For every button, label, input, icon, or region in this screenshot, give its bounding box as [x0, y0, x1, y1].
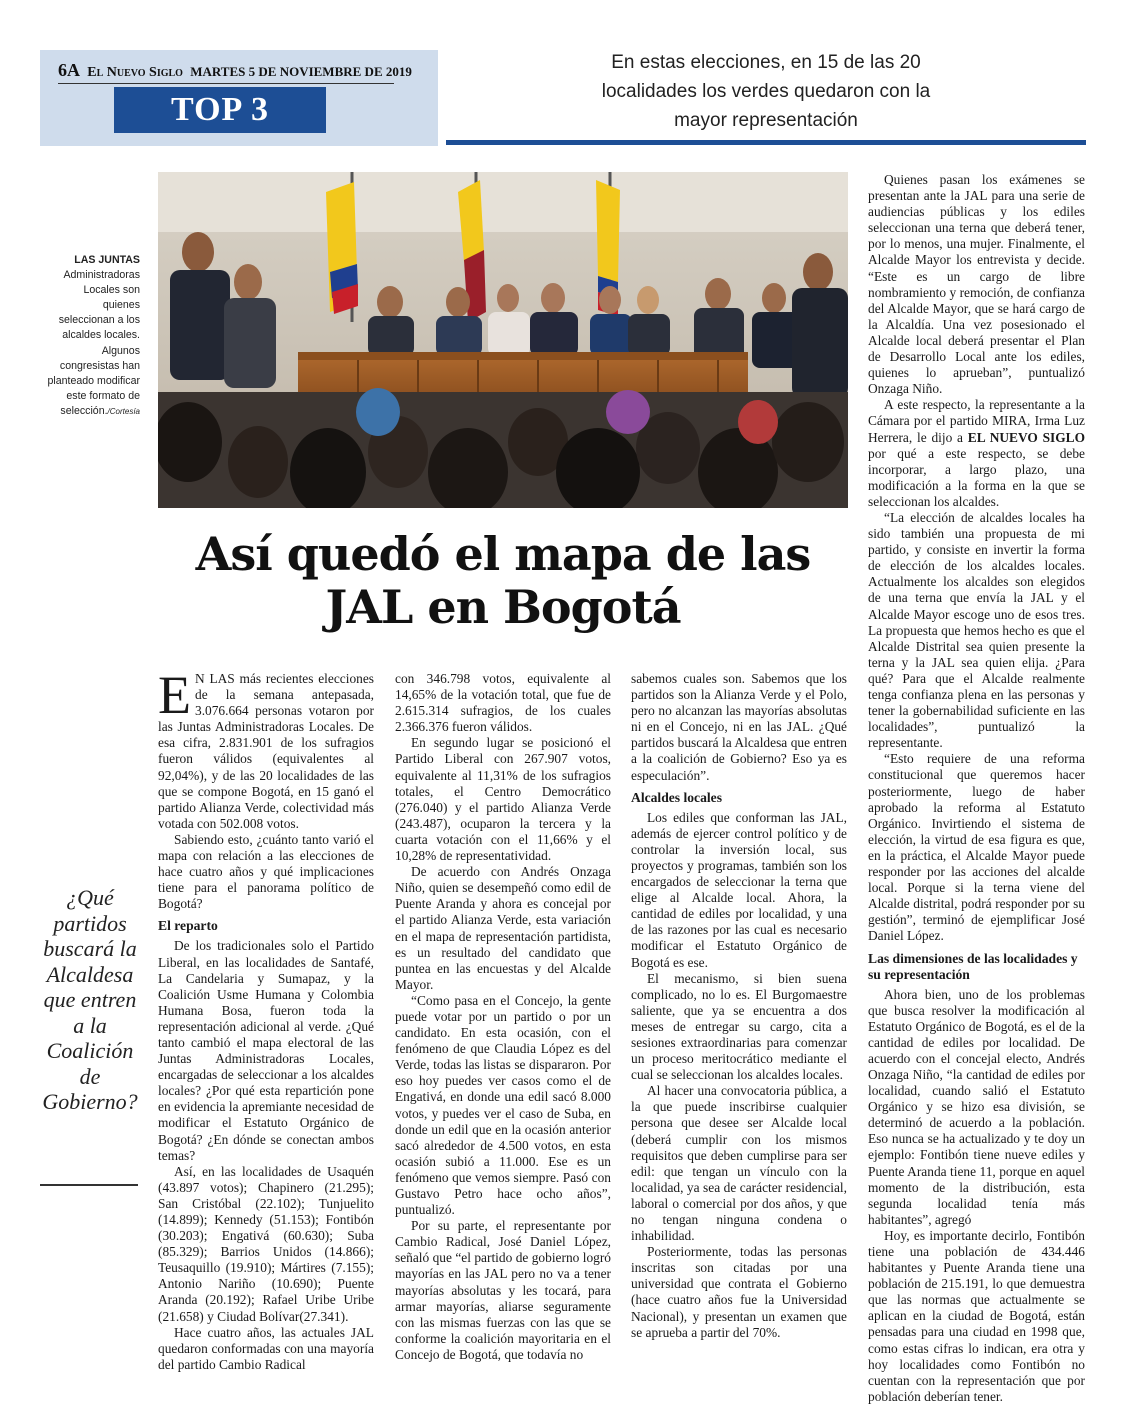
article-paragraph: Al hacer una convocatoria pública, a la que puede inscribirse cualquier persona que desee ser Alcalde local (deberá cumplir con los mismos requisitos que deben cumplirse para ser edil: que tengan un vínculo con la localidad, ya sea de carácter residencial, laboral o comercial por dos años, y que no tengan ninguna condena o inhabilidad. — [631, 1083, 847, 1244]
issue-date: MARTES 5 DE NOVIEMBRE DE 2019 — [190, 64, 412, 79]
article-paragraph: El mecanismo, si bien suena complicado, no lo es. El Burgomaestre saliente, que ya se encuentra a dos meses de entregar su cargo, cita a sesiones extraordinarias para comenzar un proceso meritocrático mediante el cual se seleccionan los alcaldes locales. — [631, 970, 847, 1083]
folio-line — [58, 60, 412, 84]
subhead-alcaldes: Alcaldes locales — [631, 789, 722, 805]
article-paragraph: con 346.798 votos, equivalente al 14,65% de la votación total, que fue de 2.615.314 sufragios, de los cuales 2.366.376 fueron válidos. — [395, 671, 611, 735]
section-label: TOP 3 — [114, 87, 326, 133]
article-paragraph: “Como pasa en el Concejo, la gente puede votar por un partido o por un candidato. En esta ocasión, con el fenómeno de que Claudia López es del Verde, todas las listas se dispararon. Por eso hoy puedes ver casos como el de Engativá, en donde una edil sacó 8.000 votos, y puedes ver el caso de Suba, en donde un edil que en la ocasión anterior sacó alrededor de 4.500 votos, en esta ocasión subió a 11.000. Ese es un fenómeno que vemos siempre. Pasó con Gustavo Petro hace ocho años”, puntualizó. — [395, 992, 611, 1218]
article-paragraph: “La elección de alcaldes locales ha sido también una propuesta de mi partido, y consiste en invertir la forma de elección de los alcaldes locales. Actualmente los alcaldes son elegidos de una terna que envía la JAL y el Alcalde Mayor escoge uno de esos tres. La propuesta que hemos hecho es que el Alcalde Distrital sea quien presente la terna y la JAL sea quien elija. ¿Para qué? Para que el Alcalde realmente tenga confianza plena en las personas y tener la gobernabilidad suficiente en las localidades”, puntualizó la representante. — [868, 509, 1085, 751]
article-paragraph: Hace cuatro años, las actuales JAL quedaron conformadas con una mayoría del partido Cambio Radical — [158, 1324, 374, 1372]
article-paragraph: A este respecto, la representante a la Cámara por el partido MIRA, Irma Luz Herrera, le dijo a EL NUEVO SIGLO por qué a este respecto, se debe incorporar, a largo plazo, una modificación a la forma en la que se seleccionan los alcaldes. — [868, 397, 1085, 509]
flag-colombia-left — [326, 172, 358, 322]
article-paragraph: Hoy, es importante decirlo, Fontibón tiene una población de 434.446 habitantes y Puente Aranda tiene una población de 215.191, lo que demuestra que las normas que actualmente se aplican en la ciudad de Bogotá, están pensadas para una ciudad en 1998 que, como estas cifras lo indican, era otra y hoy localidades como Fontibón no cuentan con la representación que por población deberían tener. — [868, 1227, 1085, 1404]
caption-lead: LAS JUNTAS — [74, 254, 140, 266]
article-paragraph: Sabiendo esto, ¿cuánto tanto varió el mapa con relación a las elecciones de hace cuatro años y qué implicaciones tiene para el panorama político de Bogotá? — [158, 831, 374, 912]
subhead-reparto: El reparto — [158, 918, 218, 934]
newspaper-name: El Nuevo Siglo — [87, 65, 183, 80]
article-column-1 — [158, 665, 374, 1373]
article-paragraph: De acuerdo con Andrés Onzaga Niño, quien se desempeñó como edil de Puente Aranda y ahora es concejal por el partido Alianza Verde, esta variación en el mapa de representación partidista, es un resultado del candidato que puntea en las encuestas y del Alcalde Mayor. — [395, 864, 611, 992]
photo-credit: /Cortesía — [107, 406, 140, 416]
caption-text: Administradoras Locales son quienes seleccionan a los alcaldes locales. Algunos congresistas han planteado modificar este formato de selección. — [47, 269, 140, 417]
article-column-2 — [395, 671, 611, 1363]
article-paragraph: E N LAS más recientes elecciones de la semana antepasada, 3.076.664 personas votaron por las Juntas Administradoras Locales. De esa cifra, 2.831.901 de los sufragios fueron válidos (equivalentes al 92,04%), y de las 20 localidades de las que se compone Bogotá, en 15 ganó el partido Alianza Verde, colectividad más votada con 502.008 votos. — [158, 665, 374, 831]
pull-quote-rule — [40, 1184, 138, 1186]
article-paragraph: “Esto requiere de una reforma constitucional que queremos hacer posteriormente, luego de haber aprobado la reforma al Estatuto Orgánico. Invirtiendo el sistema de elección, la virtud de esa figura es que, en la práctica, el Alcalde Mayor puede responder por las acciones del alcalde local. Porque si la terna viene del Alcalde distrital, podrá responder por su gestión”, terminó de ejemplificar José Daniel López. — [868, 751, 1085, 944]
article-column-3 — [631, 671, 847, 1341]
news-photo — [158, 172, 848, 508]
page-number: 6A — [58, 60, 80, 80]
article-paragraph: Por su parte, el representante por Cambio Radical, José Daniel López, señaló que “el partido de gobierno logró mayorías en las JAL pero no va a tener mayorías absolutas y les tocará, para armar mayorías, aliarse seguramente con las mismas fuerzas con las que se conforme la coalición mayoritaria en el Concejo de Bogotá, que todavía no — [395, 1218, 611, 1362]
article-paragraph: Ahora bien, uno de los problemas que busca resolver la modificación al Estatuto Orgánico de Bogotá, es el de la cantidad de ediles por localidad. De acuerdo con el concejal electo, Andrés Onzaga Niño, “la cantidad de ediles por localidad, cuando salió el Estatuto Orgánico y se hizo esa división, se determinó de acuerdo a la población. Eso nunca se ha actualizado y te doy un ejemplo: Fontibón tiene nueve ediles y Puente Aranda tiene 11, porque en aquel momento de la distribución, esta segunda localidad tenía más habitantes”, agregó — [868, 986, 1085, 1227]
subhead-dimensiones: Las dimensiones de las localidades y su representación — [868, 950, 1078, 982]
article-column-4 — [868, 172, 1085, 1405]
photo-caption — [46, 253, 140, 419]
article-paragraph: Quienes pasan los exámenes se presentan ante la JAL para una serie de audiencias públicas y los ediles seleccionan una terna que deberá tener, por lo menos, una mujer. Finalmente, el Alcalde Mayor los entrevista y decide. “Este es un cargo de libre nombramiento y remoción, de confianza del Alcalde Mayor, que se hará cargo de la Alcaldía. Una vez posesionado el Alcalde local deberá presentar el Plan de Desarrollo Local ante los ediles, quienes lo aprueban”, puntualizó Onzaga Niño. — [868, 172, 1085, 397]
article-paragraph: sabemos cuales son. Sabemos que los partidos son la Alianza Verde y el Polo, pero no alcanzan las mayorías absolutas ni en el Concejo, ni en las JAL. ¿Qué partidos buscará la Alcaldesa que entren a la coalición de Gobierno? Eso ya es especulación”. — [631, 671, 847, 783]
article-paragraph: Posteriormente, todas las personas inscritas son citadas por una universidad que contrata el Gobierno (hace cuatro años fue la Universidad Nacional), y presentan un examen que se aprueba a partir del 70%. — [631, 1244, 847, 1340]
article-paragraph: Los ediles que conforman las JAL, además de ejercer control político y de controlar la inversión local, sus proyectos y programas, también son los encargados de seleccionar la terna que elige al Alcalde local. Ahora, la cantidad de ediles por localidad, y una de las razones por las cual es necesario modificar el Estatuto Orgánico de Bogotá es ese. — [631, 809, 847, 970]
article-paragraph: En segundo lugar se posicionó el Partido Liberal con 267.907 votos, equivalente al 11,31% de los sufragios totales, el Centro Democrático (276.040) y el partido Alianza Verde (243.487), ocuparon la tercera y la cuarta votación con el 11,66% y el 10,28% de representatividad. — [395, 735, 611, 864]
kicker-text: En estas elecciones, en 15 de las 20 localidades los verdes quedaron con la mayor representación — [601, 52, 931, 131]
pull-quote: ¿Qué partidos buscará la Alcaldesa que entren a la Coalición de Gobierno? — [42, 885, 138, 1114]
drop-cap: E — [158, 665, 191, 725]
newspaper-mention: EL NUEVO SIGLO — [967, 429, 1085, 445]
article-paragraph: De los tradicionales solo el Partido Liberal, en las localidades de Santafé, La Candelaria y Sumapaz, y la Coalición Usme Humana y Colombia Humana Bosa, fueron toda la representación adicional al verde. ¿Qué tanto cambió el mapa electoral de las Juntas Administradoras Locales, encargadas de seleccionar a los alcaldes locales? ¿Por qué esta repartición pone en evidencia la apremiante necesidad de modificar el Estatuto Orgánico de Bogotá? ¿En dónde se conectan ambos temas? — [158, 938, 374, 1163]
header-rule — [446, 140, 1086, 145]
headline: Así quedó el mapa de las JAL en Bogotá — [195, 527, 811, 634]
article-paragraph: Así, en las localidades de Usaquén (43.897 votos); Chapinero (21.295); San Cristóbal (22.102); Tunjuelito (14.899); Kennedy (51.153); Fontibón (30.203); Engativá (60.630); Suba (85.329); Barrios Unidos (14.866); Teusaquillo (19.910); Mártires (7.155); Antonio Nariño (10.690); Puente Aranda (20.192); Rafael Uribe Uribe (21.658) y Ciudad Bolívar(27.341). — [158, 1163, 374, 1324]
